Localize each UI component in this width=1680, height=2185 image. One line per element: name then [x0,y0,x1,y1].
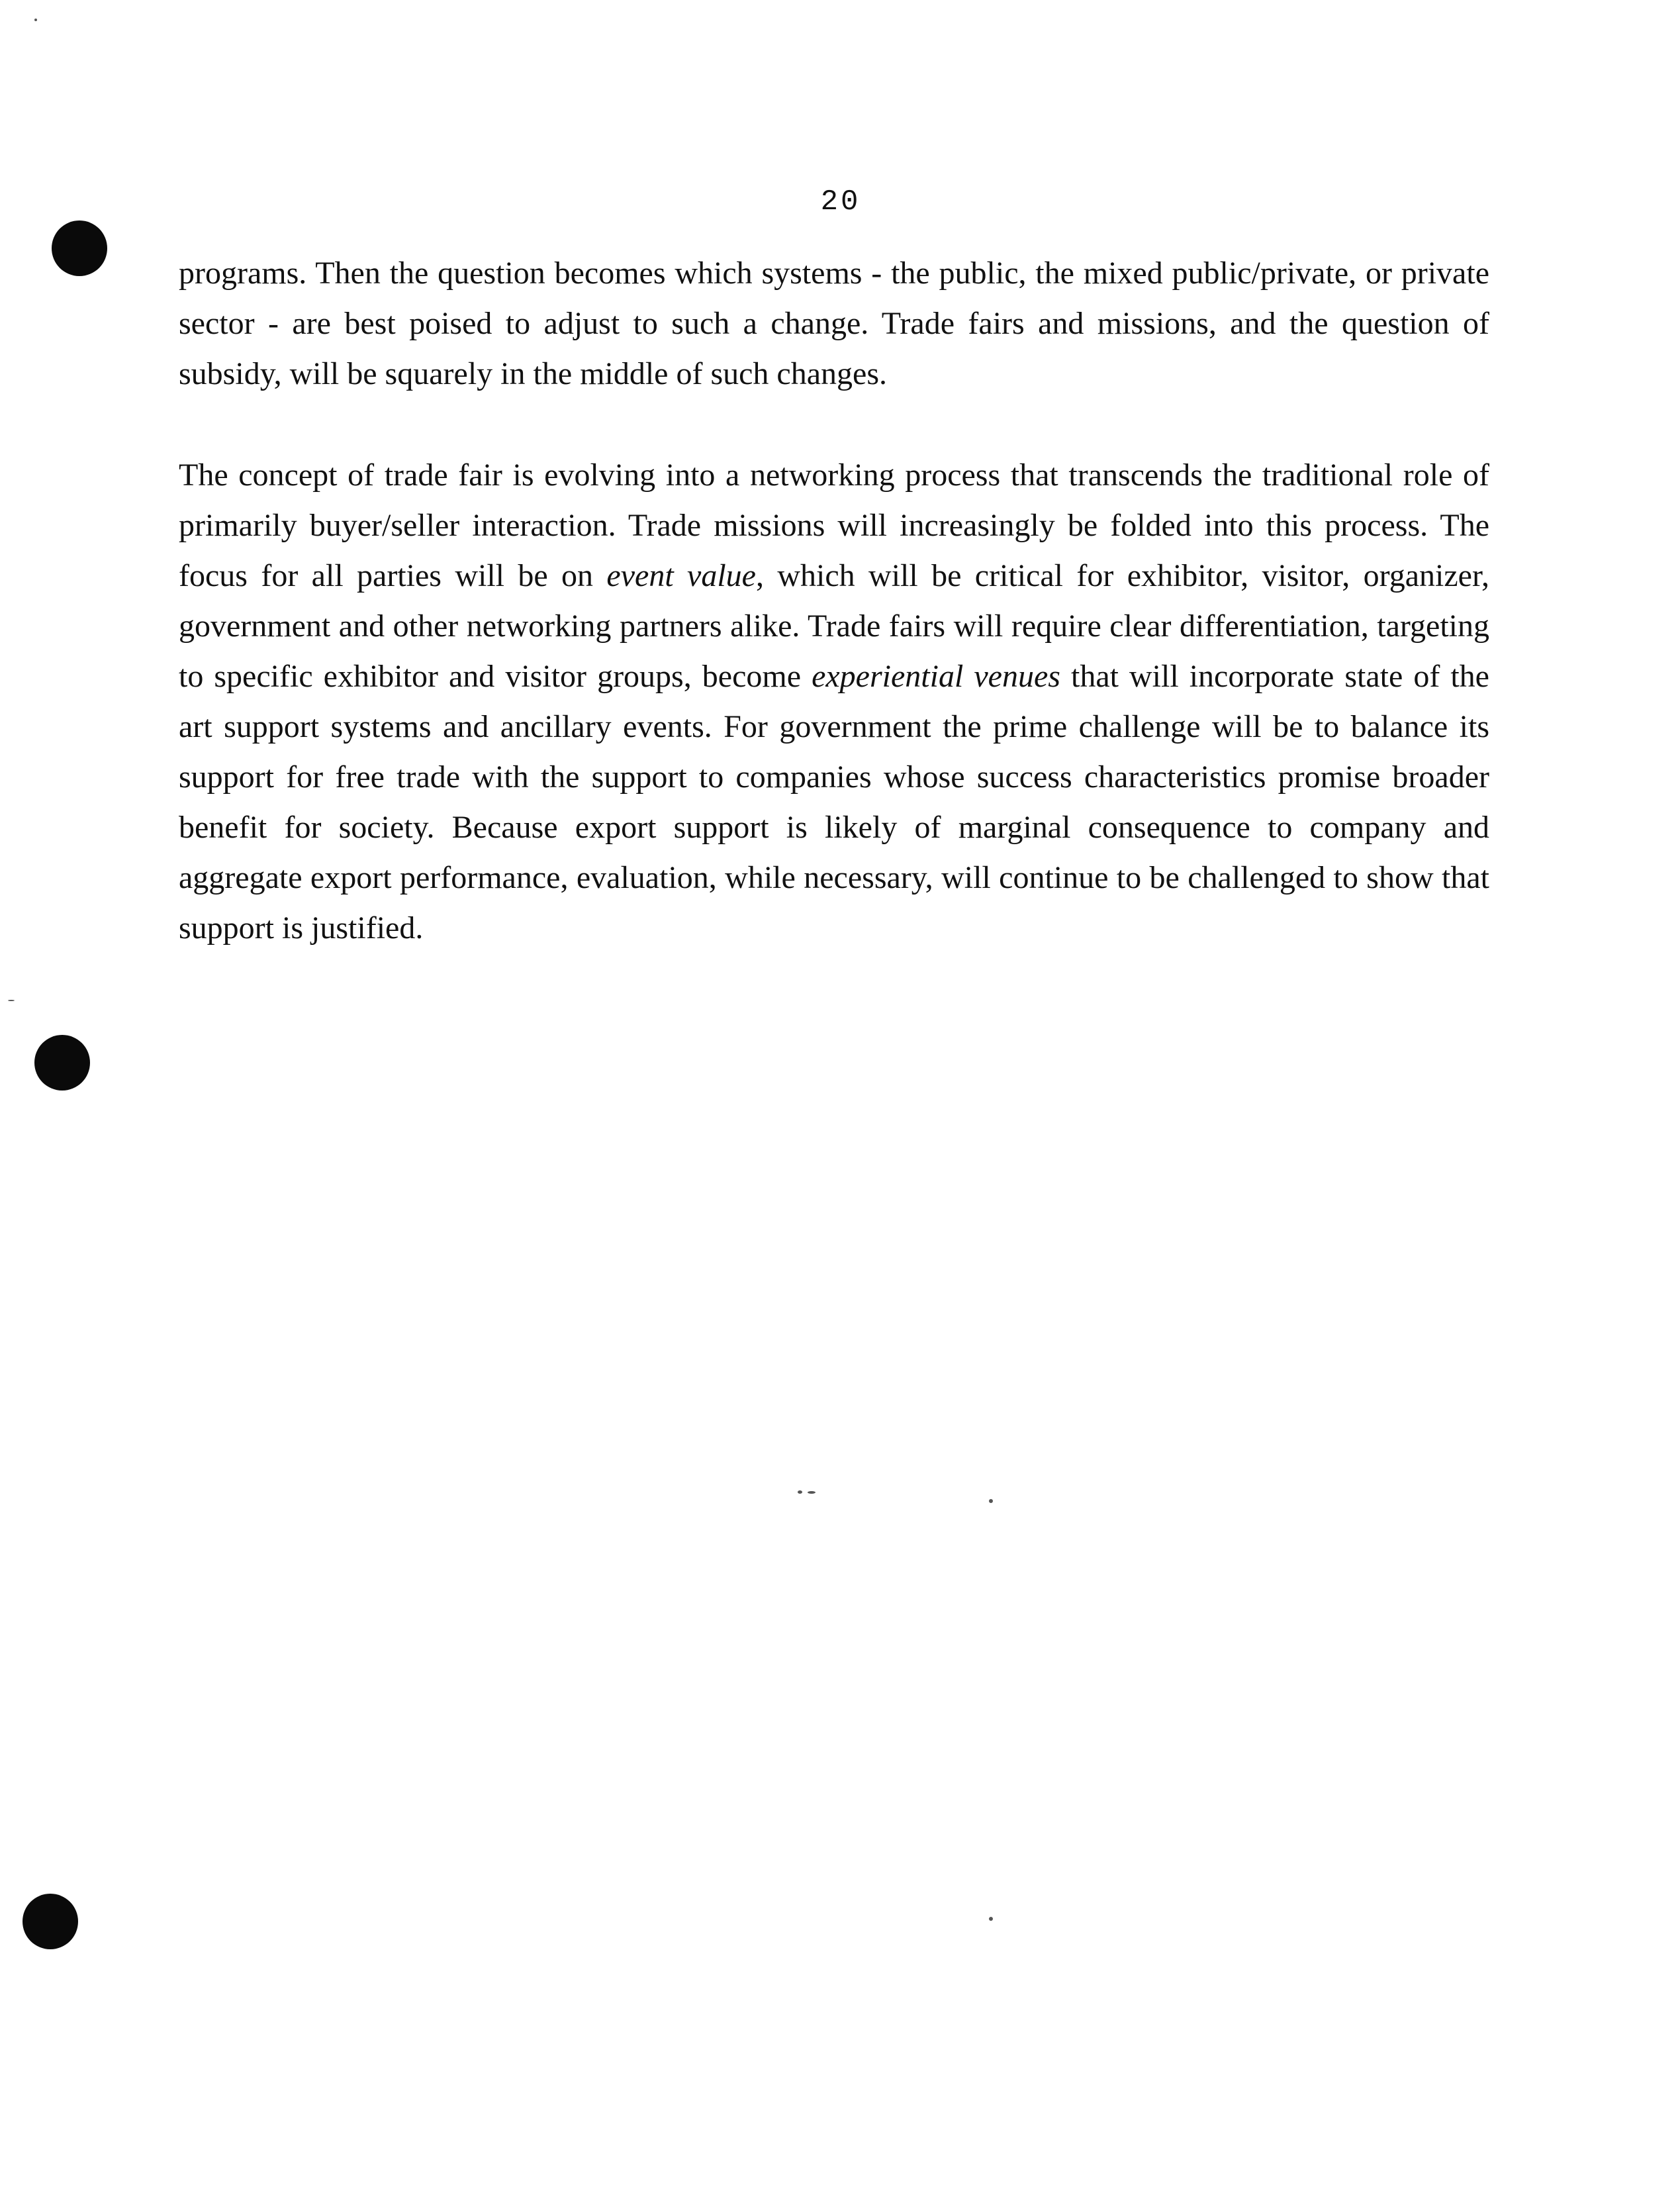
scan-speck [989,1917,993,1921]
punch-hole [52,220,107,276]
paragraph-2-part-3: that will incorporate state of the art support systems and ancillary events. For government the prime challenge will be to balance its support for free trade with the support to companies whose success characteristics promise broader benefit for society. Because export support is likely of marginal consequence to company and aggregate export performance, evaluation, while necessary, will continue to be challenged to show that support is justified. [179,659,1489,946]
scan-speck [34,19,37,21]
scan-speck [8,1000,15,1001]
paragraph-2-part-1: The concept of trade fair is evolving into a networking process that transcends the traditional role of primarily buyer/seller interaction. Trade missions will increasingly be folded into this process. The focus for all parties will be on [179,458,1489,593]
page-number: 20 [820,185,861,218]
paragraph-2-part-2: , which will be critical for exhibitor, visitor, organizer, government and other networking partners alike. Trade fairs will require clear differentiation, targeting to specific exhibitor and visitor groups, become [179,558,1489,694]
emphasis-event-value: event value [606,558,756,593]
paragraph-2 [179,450,1489,953]
paragraph-2-text [179,450,1489,953]
scan-speck [989,1499,993,1503]
punch-hole [23,1894,78,1949]
emphasis-experiential-venues: experiential venues [812,659,1060,694]
scan-speck [798,1490,802,1494]
paragraph-1-text: programs. Then the question becomes which systems - the public, the mixed public/private, or private sector - are best poised to adjust to such a change. Trade fairs and missions, and the question of subsidy, will be squarely in the middle of such changes. [179,256,1489,391]
punch-hole [34,1035,90,1091]
paragraph-1 [179,248,1489,399]
scan-speck [808,1491,816,1494]
